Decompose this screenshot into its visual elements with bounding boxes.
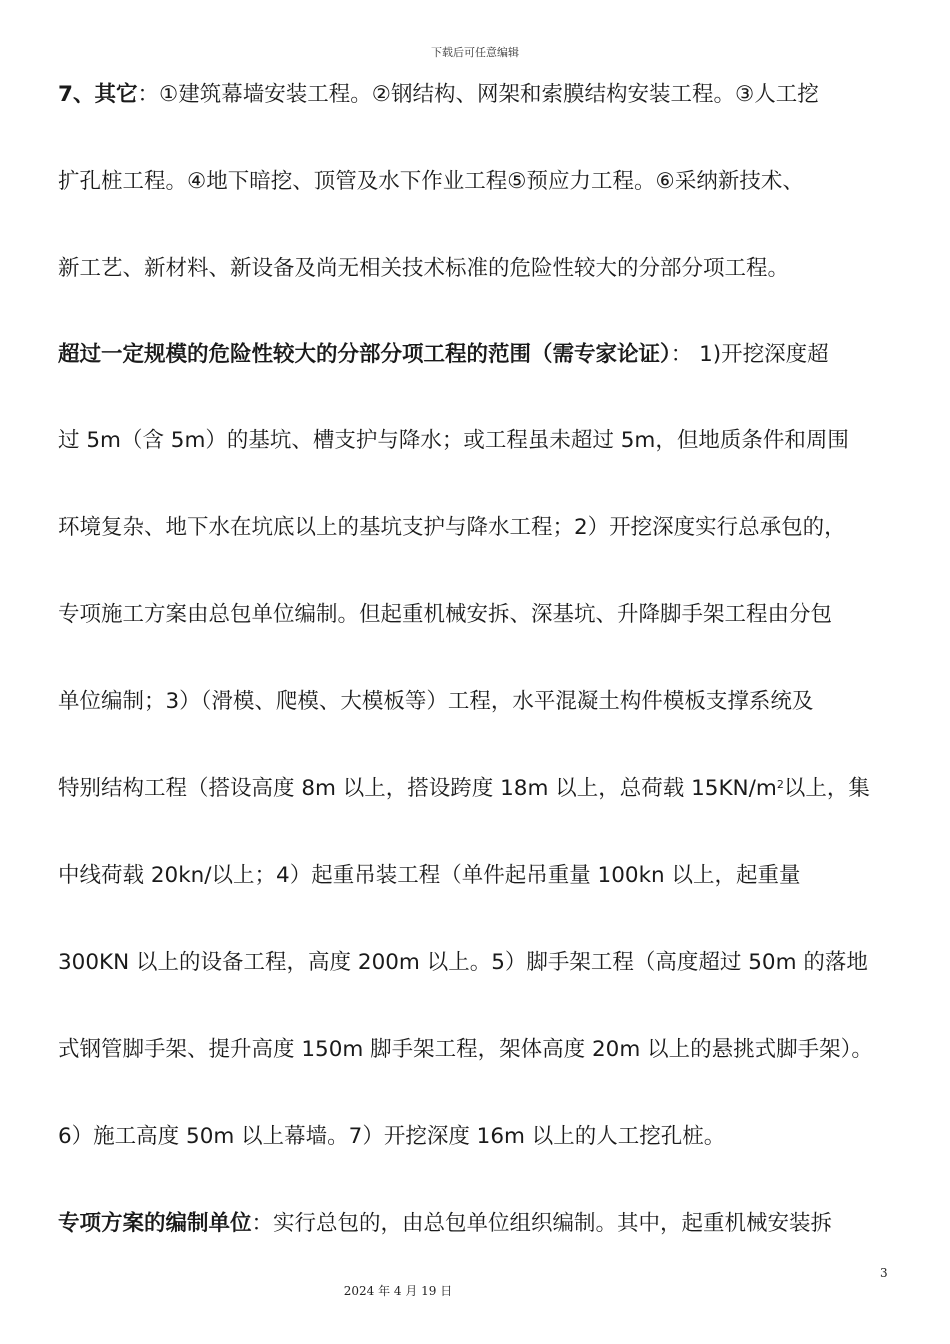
- section-heading: 超过一定规模的危险性较大的分部分项工程的范围（需专家论证）: [58, 342, 671, 367]
- page-header: 下载后可任意编辑: [431, 46, 519, 59]
- text-line: [58, 340, 829, 370]
- text-span: 特别结构工程（搭设高度 8m 以上，搭设跨度 18m 以上，总荷载 15KN/m: [58, 776, 777, 801]
- section-heading: 7、其它: [58, 82, 138, 107]
- text-line: 300KN 以上的设备工程，高度 200m 以上。5）脚手架工程（高度超过 50m 的落地: [58, 950, 868, 975]
- text-line: [58, 80, 819, 110]
- text-line: 专项施工方案由总包单位编制。但起重机械安拆、深基坑、升降脚手架工程由分包: [58, 602, 833, 627]
- text-line: 单位编制；3）（滑模、爬模、大模板等）工程，水平混凝土构件模板支撑系统及: [58, 689, 814, 714]
- superscript: 2: [776, 778, 784, 791]
- text-line: [58, 774, 870, 804]
- text-span: ：实行总包的，由总包单位组织编制。其中，起重机械安装拆: [251, 1211, 833, 1236]
- text-line: 6）施工高度 50m 以上幕墙。7）开挖深度 16m 以上的人工挖孔桩。: [58, 1124, 726, 1149]
- text-line: 过 5m（含 5m）的基坑、槽支护与降水；或工程虽未超过 5m，但地质条件和周围: [58, 428, 849, 453]
- text-line: 式钢管脚手架、提升高度 150m 脚手架工程，架体高度 20m 以上的悬挑式脚手架）。: [58, 1037, 873, 1062]
- text-span: 以上，集: [783, 776, 870, 801]
- text-span: ：①建筑幕墙安装工程。②钢结构、网架和索膜结构安装工程。③人工挖: [137, 82, 819, 107]
- text-span: ： 1)开挖深度超: [670, 342, 829, 367]
- text-line: 新工艺、新材料、新设备及尚无相关技术标准的危险性较大的分部分项工程。: [58, 256, 790, 281]
- text-line: 环境复杂、地下水在坑底以上的基坑支护与降水工程；2）开挖深度实行总承包的，: [58, 515, 846, 540]
- page-number: 3: [880, 1266, 888, 1280]
- section-heading: 专项方案的编制单位: [58, 1211, 252, 1236]
- text-line: 中线荷载 20kn/以上；4）起重吊装工程（单件起吊重量 100kn 以上，起重量: [58, 863, 801, 888]
- text-line: 扩孔桩工程。④地下暗挖、顶管及水下作业工程⑤预应力工程。⑥采纳新技术、: [58, 169, 804, 194]
- text-line: [58, 1209, 832, 1239]
- page-footer-date: 2024 年 4 月 19 日: [343, 1284, 453, 1298]
